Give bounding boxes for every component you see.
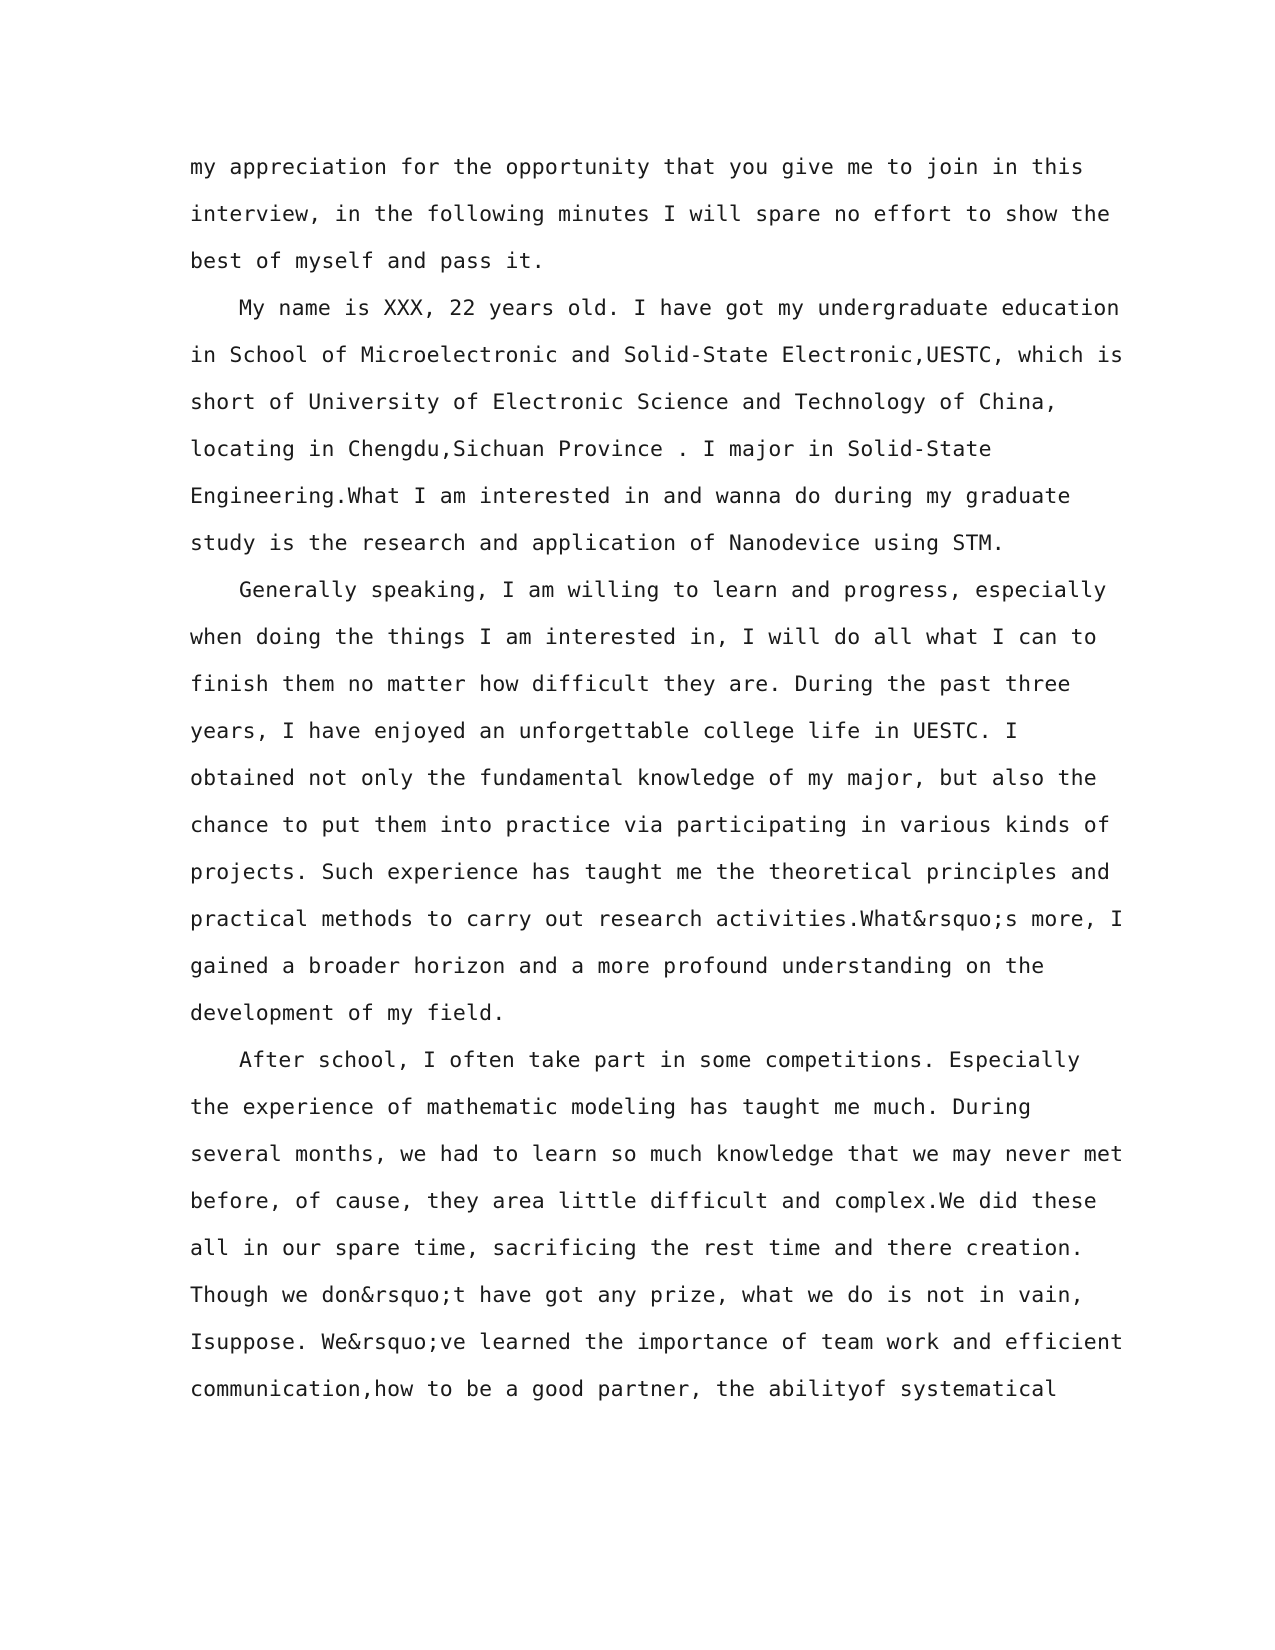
text-line: interview, in the following minutes I will spare no effort to show the — [190, 202, 1111, 227]
text-line: projects. Such experience has taught me the theoretical principles and — [190, 860, 1111, 885]
text-line: finish them no matter how difficult they are. During the past three — [190, 672, 1071, 697]
paragraph-first-line: My name is XXX, 22 years old. I have got my undergraduate education — [239, 296, 1120, 321]
text-line: the experience of mathematic modeling has taught me much. During — [190, 1095, 1032, 1120]
text-line: Isuppose. We&rsquo;ve learned the importance of team work and efficient — [190, 1330, 1124, 1355]
text-line: Though we don&rsquo;t have got any prize, what we do is not in vain, — [190, 1283, 1084, 1308]
text-line: Engineering.What I am interested in and wanna do during my graduate — [190, 484, 1071, 509]
text-line: locating in Chengdu,Sichuan Province . I major in Solid-State — [190, 437, 992, 462]
text-line: best of myself and pass it. — [190, 249, 545, 274]
text-line: obtained not only the fundamental knowledge of my major, but also the — [190, 766, 1097, 791]
paragraph-first-line: After school, I often take part in some competitions. Especially — [239, 1048, 1081, 1073]
text-line: my appreciation for the opportunity that you give me to join in this — [190, 155, 1084, 180]
text-line: years, I have enjoyed an unforgettable college life in UESTC. I — [190, 719, 1019, 744]
text-line: in School of Microelectronic and Solid-State Electronic,UESTC, which is — [190, 343, 1124, 368]
text-line: study is the research and application of Nanodevice using STM. — [190, 531, 1005, 556]
text-line: practical methods to carry out research activities.What&rsquo;s more, I — [190, 907, 1124, 932]
text-line: communication,how to be a good partner, the abilityof systematical — [190, 1377, 1058, 1402]
text-line: all in our spare time, sacrificing the rest time and there creation. — [190, 1236, 1084, 1261]
text-line: short of University of Electronic Science and Technology of China, — [190, 390, 1058, 415]
text-line: chance to put them into practice via participating in various kinds of — [190, 813, 1111, 838]
text-line: gained a broader horizon and a more profound understanding on the — [190, 954, 1045, 979]
paragraph-first-line: Generally speaking, I am willing to learn and progress, especially — [239, 578, 1107, 603]
text-line: several months, we had to learn so much knowledge that we may never met — [190, 1142, 1124, 1167]
text-line: before, of cause, they area little difficult and complex.We did these — [190, 1189, 1097, 1214]
text-line: development of my field. — [190, 1001, 506, 1026]
text-line: when doing the things I am interested in, I will do all what I can to — [190, 625, 1097, 650]
